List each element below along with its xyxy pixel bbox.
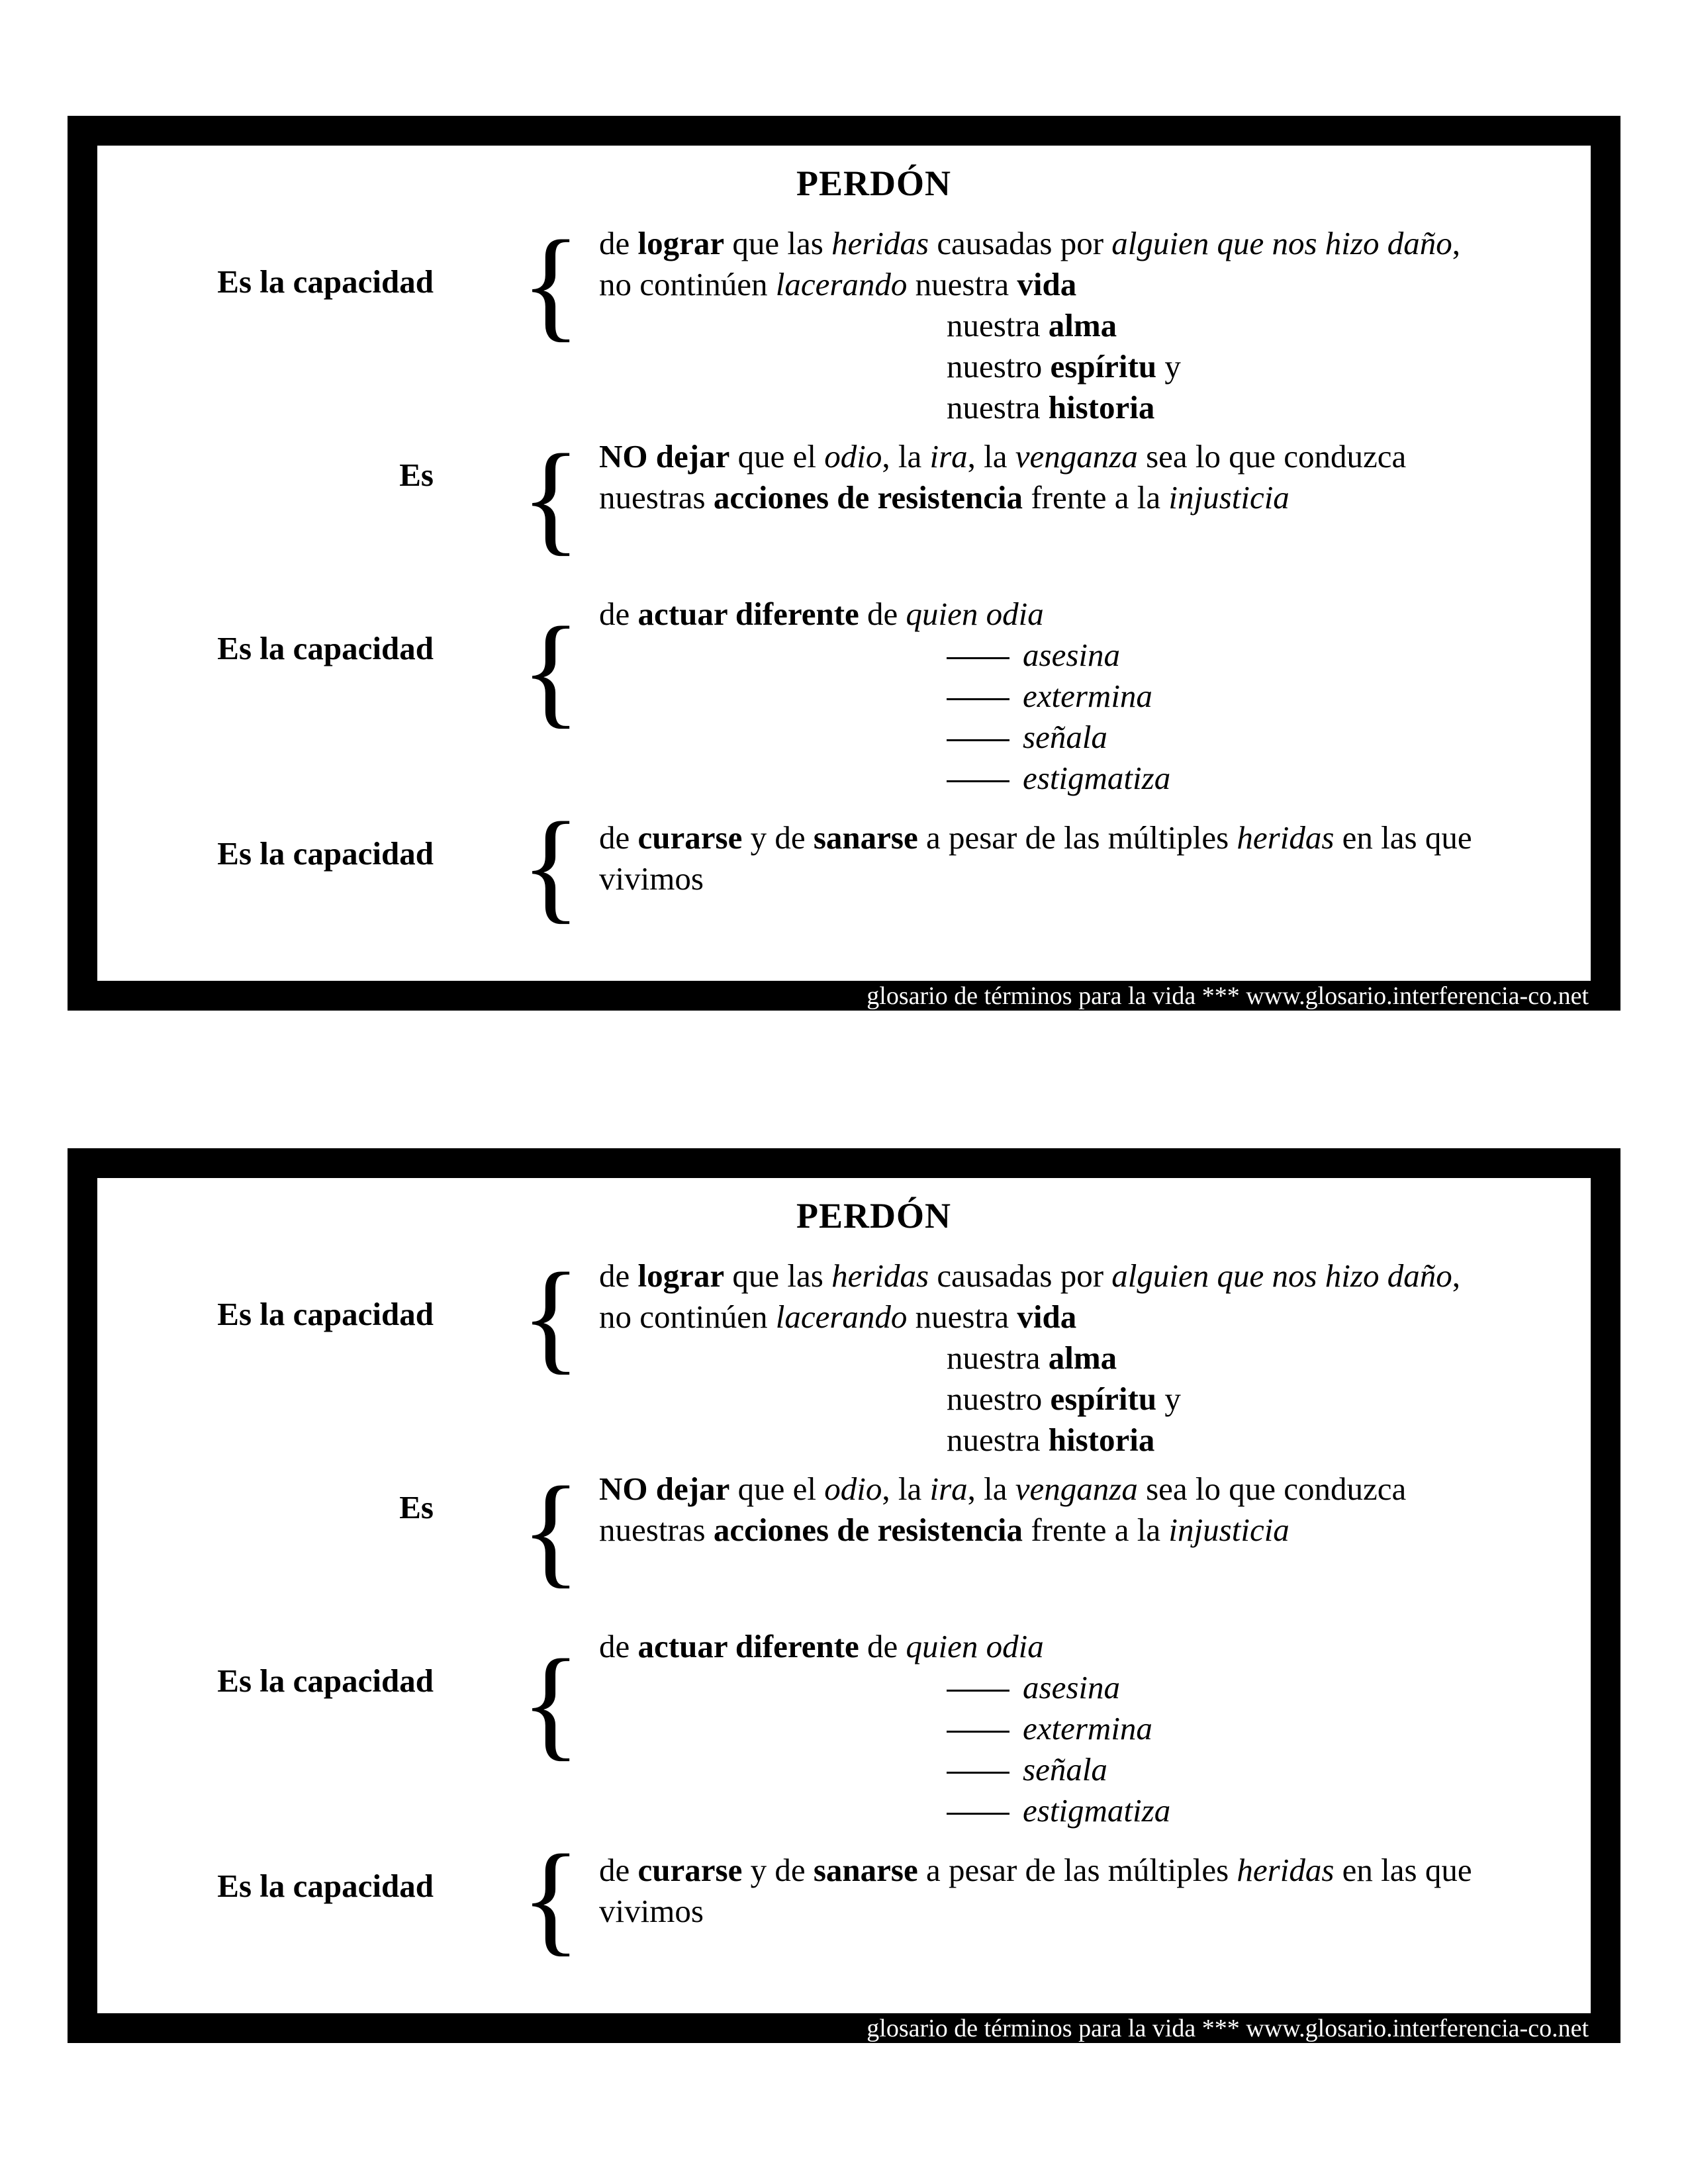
text-segment: y xyxy=(1156,1381,1181,1417)
brace-icon: { xyxy=(521,1633,581,1772)
text-segment: de xyxy=(599,819,638,856)
text-segment: , la xyxy=(967,1471,1015,1507)
text-segment: que el xyxy=(729,438,825,475)
list-item xyxy=(599,1667,1170,1708)
text-line xyxy=(599,346,1460,387)
list-item xyxy=(599,676,1170,717)
text-line xyxy=(599,1891,1472,1932)
text-segment: en las que xyxy=(1334,1852,1472,1888)
text-segment: , la xyxy=(882,438,930,475)
text-segment: de xyxy=(599,1852,638,1888)
glossary-card-2 xyxy=(68,1148,1620,2043)
definition-text xyxy=(599,817,1472,899)
text-segment: actuar diferente xyxy=(637,596,859,632)
text-segment: sea lo que conduzca xyxy=(1137,1471,1407,1507)
text-segment: en las que xyxy=(1334,819,1472,856)
brace-icon: { xyxy=(521,1829,581,1967)
text-line xyxy=(599,1297,1460,1338)
text-segment: alma xyxy=(1048,307,1117,343)
definition-text xyxy=(599,594,1170,799)
text-line xyxy=(599,1379,1460,1420)
text-segment: , xyxy=(1452,225,1460,261)
text-segment: acciones de resistencia xyxy=(713,479,1023,516)
section-label: Es xyxy=(399,457,434,493)
text-segment: historia xyxy=(1048,389,1155,426)
definition-text xyxy=(599,1255,1460,1461)
text-line xyxy=(599,223,1460,264)
text-segment: acciones de resistencia xyxy=(713,1512,1023,1548)
brace-icon: { xyxy=(521,601,581,739)
text-segment: causadas por xyxy=(929,225,1112,261)
text-segment: causadas por xyxy=(929,1257,1112,1294)
text-segment: nuestras xyxy=(599,1512,714,1548)
text-line xyxy=(599,305,1460,346)
card-title: PERDÓN xyxy=(796,163,951,203)
list-dash xyxy=(947,698,1009,700)
list-item xyxy=(599,1749,1170,1790)
definition-text xyxy=(599,1850,1472,1932)
list-dash xyxy=(947,739,1009,741)
text-line xyxy=(599,858,1472,899)
text-segment: venganza xyxy=(1015,438,1138,475)
text-segment: nuestro xyxy=(947,1381,1051,1417)
text-segment: quien odia xyxy=(906,596,1044,632)
section-label: Es la capacidad xyxy=(217,1662,434,1699)
list-dash xyxy=(947,1731,1009,1733)
footer-text: glosario de términos para la vida *** www.glosario.interferencia-co.net xyxy=(867,2015,1589,2042)
brace-icon: { xyxy=(521,214,581,353)
text-segment: espíritu xyxy=(1050,1381,1157,1417)
text-segment: no continúen xyxy=(599,266,776,302)
list-item xyxy=(599,758,1170,799)
glossary-card-1 xyxy=(68,116,1620,1011)
list-item xyxy=(599,635,1170,676)
text-segment: ira xyxy=(929,438,968,475)
text-segment: , la xyxy=(967,438,1015,475)
text-segment: de xyxy=(599,596,638,632)
text-segment: ira xyxy=(929,1471,968,1507)
text-segment: injusticia xyxy=(1168,479,1289,516)
text-segment: de xyxy=(859,596,906,632)
text-segment: extermina xyxy=(1023,678,1152,714)
section-label: Es xyxy=(399,1489,434,1525)
text-segment: vivimos xyxy=(599,860,704,897)
text-segment: heridas xyxy=(1237,1852,1335,1888)
text-segment: alma xyxy=(1048,1340,1117,1376)
text-segment: odio xyxy=(824,438,882,475)
list-dash xyxy=(947,657,1009,659)
definition-text xyxy=(599,436,1406,518)
text-segment: asesina xyxy=(1023,1669,1120,1706)
text-segment: a pesar de las múltiples xyxy=(917,819,1237,856)
text-segment: sanarse xyxy=(813,1852,918,1888)
text-line xyxy=(599,1469,1406,1510)
text-segment: venganza xyxy=(1015,1471,1138,1507)
text-segment: , xyxy=(1452,1257,1460,1294)
text-segment: y de xyxy=(742,819,814,856)
text-line xyxy=(599,1420,1460,1461)
text-line xyxy=(599,264,1460,305)
text-line xyxy=(599,1338,1460,1379)
text-segment: de xyxy=(599,1257,638,1294)
text-segment: estigmatiza xyxy=(1023,1792,1171,1829)
list-item xyxy=(599,717,1170,758)
text-segment: que las xyxy=(724,1257,832,1294)
text-segment: señala xyxy=(1023,1751,1107,1788)
footer-text: glosario de términos para la vida *** www.glosario.interferencia-co.net xyxy=(867,982,1589,1010)
text-segment: espíritu xyxy=(1050,348,1157,385)
section-label: Es la capacidad xyxy=(217,835,434,872)
definition-text xyxy=(599,1626,1170,1831)
text-line xyxy=(599,817,1472,858)
list-item xyxy=(599,1790,1170,1831)
text-segment: estigmatiza xyxy=(1023,760,1171,796)
text-segment: lacerando xyxy=(775,266,908,302)
text-segment: vida xyxy=(1017,1298,1077,1335)
text-segment: nuestra xyxy=(907,1298,1017,1335)
text-segment: de xyxy=(859,1628,906,1664)
list-dash xyxy=(947,1772,1009,1774)
text-segment: nuestra xyxy=(947,389,1049,426)
list-dash xyxy=(947,780,1009,782)
text-segment: actuar diferente xyxy=(637,1628,859,1664)
list-item xyxy=(599,1708,1170,1749)
text-segment: , la xyxy=(882,1471,930,1507)
text-segment: heridas xyxy=(1237,819,1335,856)
text-segment: sea lo que conduzca xyxy=(1137,438,1407,475)
text-segment: vivimos xyxy=(599,1893,704,1929)
text-segment: lograr xyxy=(637,1257,725,1294)
list-dash xyxy=(947,1690,1009,1692)
text-segment: nuestra xyxy=(947,1422,1049,1458)
text-segment: historia xyxy=(1048,1422,1155,1458)
text-segment: asesina xyxy=(1023,637,1120,673)
text-segment: nuestras xyxy=(599,479,714,516)
brace-icon: { xyxy=(521,1461,581,1599)
text-segment: curarse xyxy=(637,1852,743,1888)
text-segment: NO dejar xyxy=(599,1471,730,1507)
text-line xyxy=(599,387,1460,428)
text-segment: nuestra xyxy=(947,307,1049,343)
text-segment: heridas xyxy=(831,1257,929,1294)
text-line xyxy=(599,1850,1472,1891)
text-segment: curarse xyxy=(637,819,743,856)
text-segment: extermina xyxy=(1023,1710,1152,1747)
text-segment: de xyxy=(599,225,638,261)
text-segment: injusticia xyxy=(1168,1512,1289,1548)
text-segment: señala xyxy=(1023,719,1107,755)
brace-icon: { xyxy=(521,796,581,934)
text-segment: alguien que nos hizo daño xyxy=(1111,1257,1452,1294)
text-segment: sanarse xyxy=(813,819,918,856)
text-segment: NO dejar xyxy=(599,438,730,475)
definition-text xyxy=(599,1469,1406,1551)
text-segment: nuestro xyxy=(947,348,1051,385)
brace-icon: { xyxy=(521,1247,581,1385)
text-line xyxy=(599,436,1406,477)
text-segment: que el xyxy=(729,1471,825,1507)
text-segment: quien odia xyxy=(906,1628,1044,1664)
text-line xyxy=(599,1510,1406,1551)
text-segment: odio xyxy=(824,1471,882,1507)
section-label: Es la capacidad xyxy=(217,1296,434,1332)
text-segment: y de xyxy=(742,1852,814,1888)
text-segment: y xyxy=(1156,348,1181,385)
text-line xyxy=(599,594,1170,635)
text-segment: vida xyxy=(1017,266,1077,302)
text-segment: frente a la xyxy=(1023,1512,1169,1548)
text-segment: frente a la xyxy=(1023,479,1169,516)
text-segment: a pesar de las múltiples xyxy=(917,1852,1237,1888)
text-segment: de xyxy=(599,1628,638,1664)
text-segment: lacerando xyxy=(775,1298,908,1335)
definition-text xyxy=(599,223,1460,428)
footer-bar xyxy=(68,2013,1620,2043)
text-line xyxy=(599,477,1406,518)
text-segment: nuestra xyxy=(947,1340,1049,1376)
list-dash xyxy=(947,1813,1009,1815)
section-label: Es la capacidad xyxy=(217,1868,434,1904)
text-segment: alguien que nos hizo daño xyxy=(1111,225,1452,261)
section-label: Es la capacidad xyxy=(217,263,434,300)
text-line xyxy=(599,1626,1170,1667)
card-title: PERDÓN xyxy=(796,1196,951,1236)
text-segment: heridas xyxy=(831,225,929,261)
text-line xyxy=(599,1255,1460,1297)
brace-icon: { xyxy=(521,428,581,567)
text-segment: nuestra xyxy=(907,266,1017,302)
section-label: Es la capacidad xyxy=(217,630,434,666)
text-segment: lograr xyxy=(637,225,725,261)
text-segment: que las xyxy=(724,225,832,261)
text-segment: no continúen xyxy=(599,1298,776,1335)
footer-bar xyxy=(68,981,1620,1011)
